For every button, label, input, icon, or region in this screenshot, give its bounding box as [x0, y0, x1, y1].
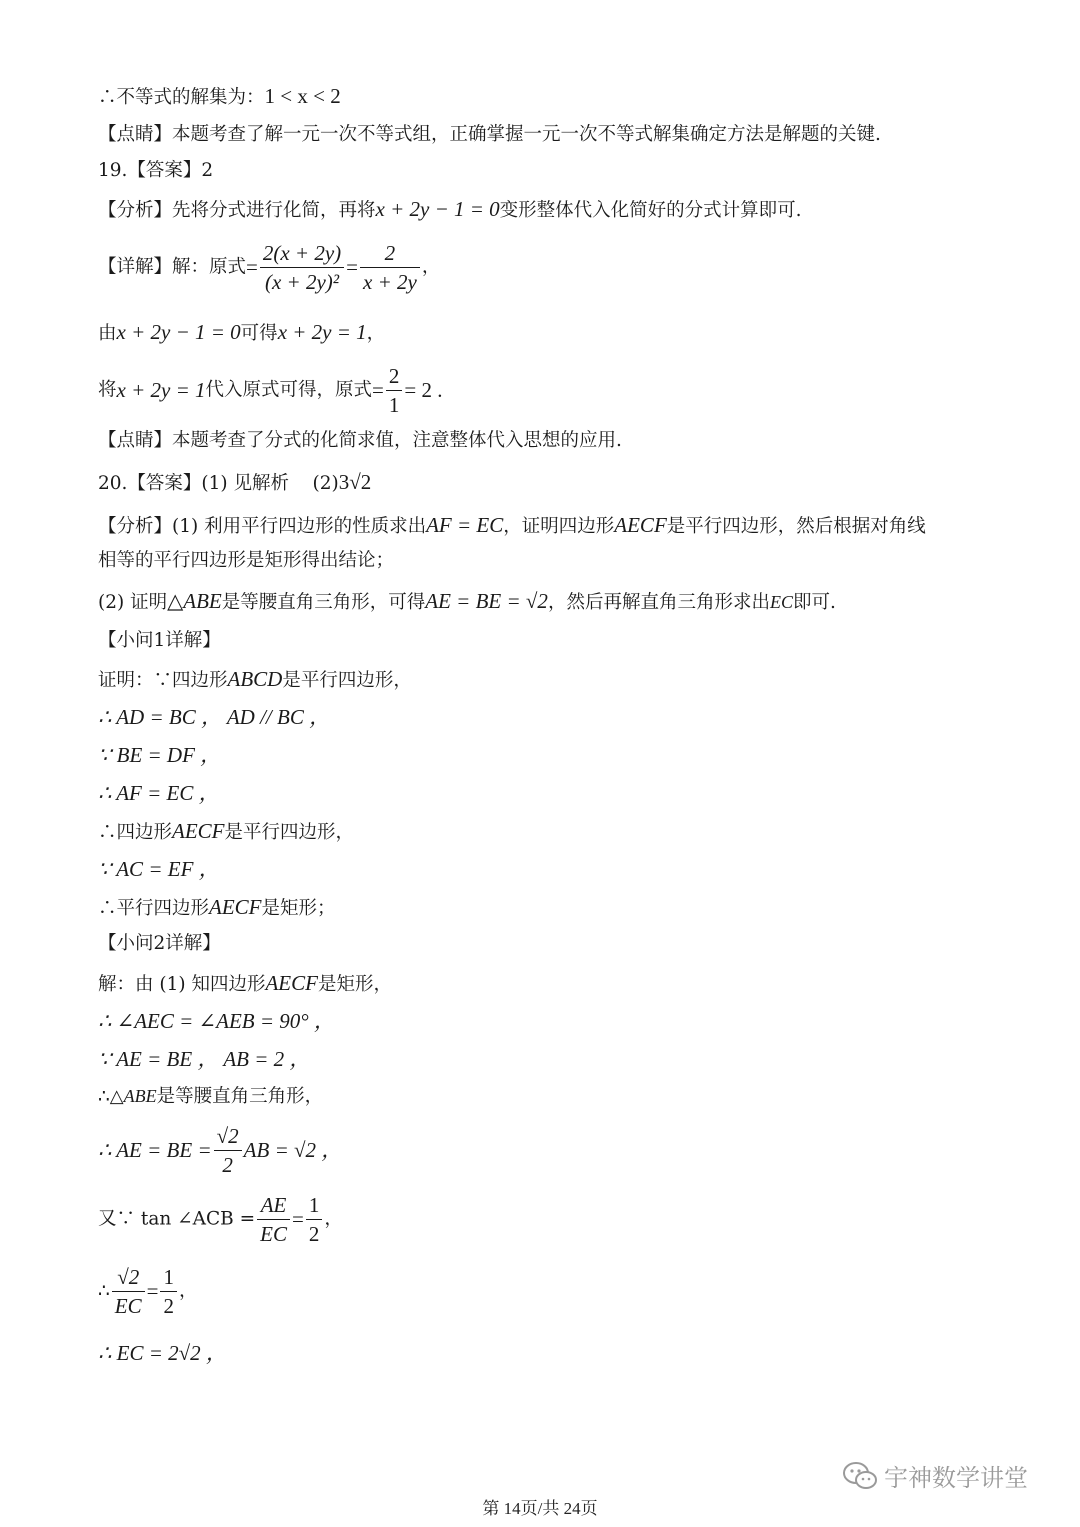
- fraction-4: $\frac{√2}{2}$: [214, 1124, 242, 1177]
- proof-line-3: ∵ BE = DF ，: [98, 743, 222, 767]
- fraction-2: $\frac{2}{x + 2y}$: [360, 241, 420, 294]
- subq1-heading: 【小问1详解】: [98, 630, 221, 651]
- proof-line-7: ∴平行四边形AECF是矩形；: [98, 895, 336, 919]
- proof-line-2: ∴ AD = BC ， AD // BC ，: [98, 705, 331, 729]
- comment-line-19: 【点睛】本题考查了分式的化简求值，注意整体代入思想的应用.: [98, 430, 622, 451]
- solve-line-2: ∴ ∠AEC = ∠AEB = 90° ，: [98, 1009, 335, 1033]
- fraction-3: $\frac{2}{1}$: [386, 364, 403, 417]
- solve-line-8: ∴ EC = 2√2 ，: [98, 1341, 227, 1365]
- inequality-result: 1 < x < 2: [264, 84, 341, 108]
- solve-line-7: ∴ $\frac{√2}{EC}$ = $\frac{1}{2}$ ，: [98, 1265, 198, 1319]
- proof-line-1: 证明：∵四边形ABCD是平行四边形，: [98, 667, 412, 691]
- comment-line-18: 【点睛】本题考查了解一元一次不等式组，正确掌握一元一次不等式解集确定方法是解题的关键.: [98, 124, 881, 145]
- solve-line-3: ∵ AE = BE ， AB = 2 ，: [98, 1047, 311, 1071]
- solve-line-1: 解：由 (1) 知四边形AECF是矩形，: [98, 971, 392, 995]
- proof-line-6: ∵ AC = EF ，: [98, 857, 220, 881]
- fraction-6: $\frac{1}{2}$: [306, 1193, 323, 1246]
- fraction-1: $\frac{2(x + 2y)}{\text{(x + 2y)²}}$: [260, 241, 344, 294]
- substitute-line-19: 将x + 2y = 1代入原式可得，原式= $\frac{2}{1}$ = 2 .: [98, 364, 443, 418]
- analysis-20-a: 【分析】(1) 利用平行四边形的性质求出AF = EC，证明四边形AECF是平行四边形，然后根据对角线: [98, 513, 926, 537]
- detail-19: 【详解】解：原式= $\frac{2(x + 2y)}{\text{(x + 2y)²}}$ = $\frac{2}{x + 2y}$ ，: [98, 241, 441, 295]
- proof-line-4: ∴ AF = EC ，: [98, 781, 220, 805]
- answer-20: 20.【答案】(1) 见解析 (2)3√2: [98, 470, 372, 494]
- fraction-7: $\frac{√2}{EC}$: [112, 1265, 145, 1318]
- wechat-icon: [842, 1461, 878, 1491]
- analysis-19: 【分析】先将分式进行化简，再将x + 2y − 1 = 0变形整体代入化简好的分式计算即可.: [98, 197, 802, 221]
- watermark: [842, 1458, 1028, 1493]
- answer-19: 19.【答案】2: [98, 160, 214, 181]
- derive-line-19: 由x + 2y − 1 = 0可得x + 2y = 1，: [98, 320, 386, 344]
- solve-line-4: ∴△ABE是等腰直角三角形，: [98, 1086, 324, 1107]
- solve-line-6: 又∵ tan ∠ACB = $\frac{AE}{EC}$ = $\frac{1}{2}$ ，: [98, 1193, 343, 1247]
- fraction-5: $\frac{AE}{EC}$: [257, 1193, 290, 1246]
- analysis-20-c: (2) 证明△ABE是等腰直角三角形，可得AE = BE = √2，然后再解直角三角形求出EC即可.: [98, 589, 836, 613]
- subq2-heading: 【小问2详解】: [98, 933, 221, 954]
- solution-set-line: ∴不等式的解集为：1 < x < 2: [98, 84, 341, 108]
- proof-line-5: ∴四边形AECF是平行四边形，: [98, 819, 355, 843]
- analysis-20-b: 相等的平行四边形是矩形得出结论；: [98, 550, 395, 571]
- page-footer: 第 14页/共 24页: [482, 1499, 598, 1518]
- watermark-text: 宇神数学讲堂: [884, 1464, 1028, 1492]
- solve-line-5: ∴ AE = BE = $\frac{√2}{2}$ AB = √2 ，: [98, 1124, 343, 1178]
- fraction-8: $\frac{1}{2}$: [160, 1265, 177, 1318]
